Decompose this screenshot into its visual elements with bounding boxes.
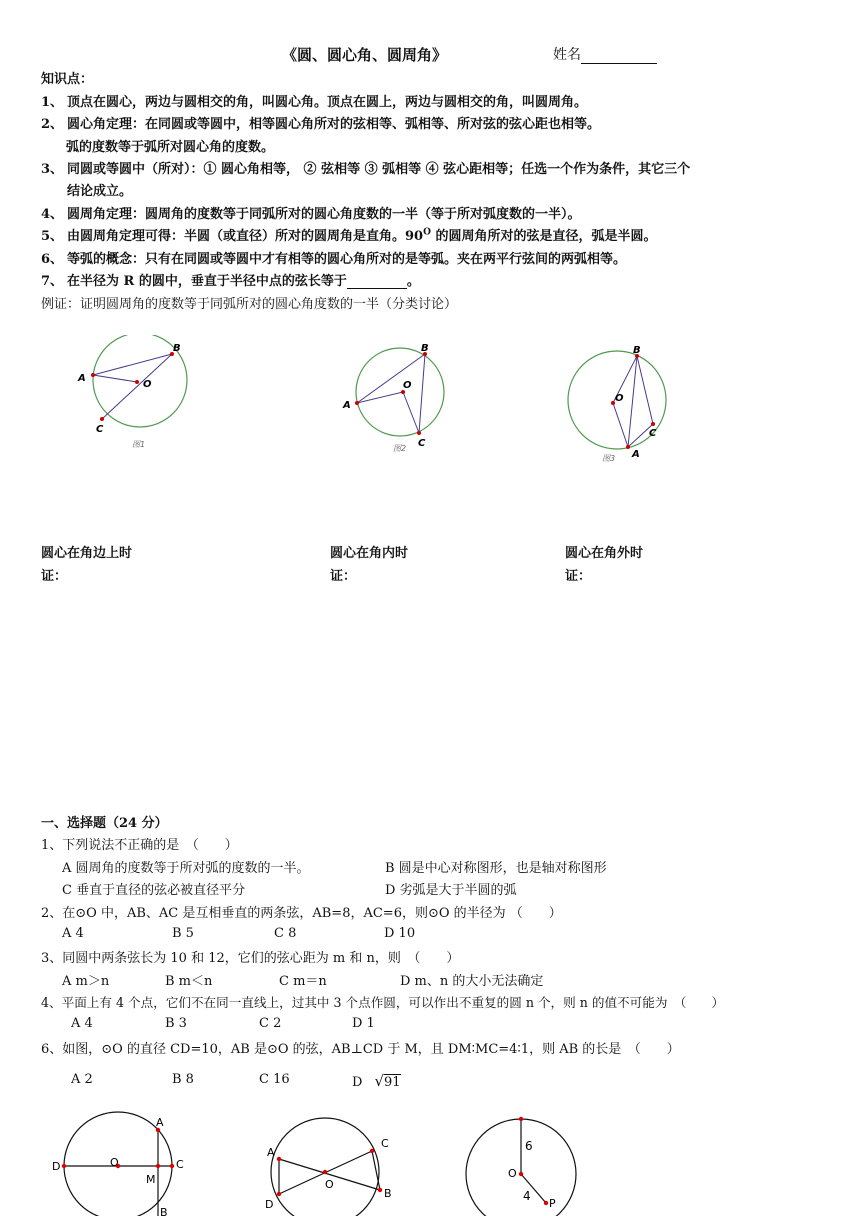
label-b: B: [173, 343, 181, 354]
label-o: O: [110, 1156, 119, 1169]
point-c: [170, 1164, 174, 1168]
case-2-title: 圆心在角内时: [330, 546, 409, 561]
question-2-stem: 2、在⊙O 中，AB、AC 是互相垂直的两条弦，AB=8，AC=6，则⊙O 的半径为 （ ）: [41, 906, 562, 921]
figure-3: [555, 340, 675, 465]
point-c: [417, 431, 421, 435]
item-text: 同圆或等圆中（所对）：① 圆心角相等， ② 弦相等 ③ 弧相等 ④ 弦心距相等；任选一个作为条件，其它三个: [67, 162, 691, 177]
knowledge-item-6: [41, 248, 626, 267]
item-text: 等弧的概念：只有在同圆或等圆中才有相等的圆心角所对的是等弧。夹在两平行弦间的两弧相等。: [67, 252, 627, 267]
knowledge-item-2-cont: 弧的度数等于弧所对圆心角的度数。: [66, 140, 275, 155]
question-2-option-d[interactable]: D 10: [384, 926, 416, 941]
knowledge-item-2: [41, 113, 600, 132]
question-3-stem: 3、同圆中两条弦长为 10 和 12，它们的弦心距为 m 和 n，则 （ ）: [41, 951, 460, 966]
question-6-option-a[interactable]: A 2: [71, 1072, 93, 1087]
point-b: [378, 1188, 382, 1192]
option-letter: D: [352, 1075, 363, 1090]
label-d: D: [52, 1160, 61, 1173]
question-4-option-d[interactable]: D 1: [352, 1016, 375, 1031]
point-c: [651, 422, 655, 426]
point-c: [370, 1149, 374, 1153]
label-m: M: [146, 1173, 156, 1186]
point-c: [100, 417, 104, 421]
chord-bc: [419, 354, 425, 433]
item-text: 在半径为 R 的圆中，垂直于半径中点的弦长等于: [67, 274, 347, 289]
item-number: 1、: [41, 95, 64, 110]
label-a: A: [78, 373, 86, 384]
label-b: B: [421, 343, 429, 354]
answer-blank[interactable]: [347, 275, 407, 289]
point-d: [277, 1192, 281, 1196]
item-text: 由圆周角定理可得：半圆（或直径）所对的圆周角是直角。90: [67, 229, 424, 244]
label-d: D: [265, 1198, 274, 1211]
question-1-option-a[interactable]: A 圆周角的度数等于所对弧的度数的一半。: [62, 861, 310, 876]
question-1-option-b[interactable]: B 圆是中心对称图形，也是轴对称图形: [385, 861, 607, 876]
chord-ba: [628, 356, 637, 447]
name-blank[interactable]: [581, 49, 657, 64]
question-3-option-c[interactable]: C m＝n: [279, 974, 327, 989]
point-o: [135, 380, 139, 384]
point-a: [277, 1157, 281, 1161]
question-4-option-b[interactable]: B 3: [165, 1016, 187, 1031]
question-1-stem: 1、下列说法不正确的是 （ ）: [41, 838, 238, 853]
point-a: [626, 445, 630, 449]
knowledge-heading: 知识点：: [41, 72, 94, 87]
label-c: C: [649, 428, 657, 439]
example-text: 例证：证明圆周角的度数等于同弧所对的圆心角度数的一半（分类讨论）: [41, 297, 458, 312]
question-4-option-a[interactable]: A 4: [71, 1016, 93, 1031]
label-a: A: [156, 1116, 164, 1129]
segment-oc: [403, 392, 419, 433]
label-p: P: [549, 1197, 556, 1210]
question-2-option-b[interactable]: B 5: [172, 926, 194, 941]
point-o: [519, 1172, 523, 1176]
bottom-figure-1: [50, 1110, 200, 1216]
item-number: 6、: [41, 252, 64, 267]
knowledge-item-3: [41, 158, 690, 177]
label-b: B: [384, 1187, 392, 1200]
label-c: C: [381, 1137, 389, 1150]
knowledge-item-3-cont: 结论成立。: [67, 184, 133, 199]
label-o: O: [508, 1167, 517, 1180]
question-2-option-c[interactable]: C 8: [274, 926, 297, 941]
circle: [356, 348, 444, 436]
figure-caption: 图2: [393, 444, 407, 453]
segment-ao: [93, 375, 137, 382]
question-2-option-a[interactable]: A 4: [62, 926, 84, 941]
section-heading: 一、选择题（24 分）: [41, 816, 168, 831]
item-text: 顶点在圆心，两边与圆相交的角，叫圆心角。顶点在圆上，两边与圆相交的角，叫圆周角。: [67, 95, 588, 110]
case-3-prove: 证：: [565, 569, 592, 584]
bottom-figure-3: [460, 1114, 585, 1216]
item-text-cont: 的圆周角所对的弦是直径，弧是半圆。: [430, 229, 657, 244]
label-c: C: [96, 424, 104, 435]
label-c: C: [176, 1158, 184, 1171]
label-o: O: [325, 1178, 334, 1191]
chord-bc: [637, 356, 653, 424]
point-o: [323, 1170, 327, 1174]
question-3-option-d[interactable]: D m、n 的大小无法确定: [400, 974, 544, 989]
segment-oa: [613, 403, 628, 447]
figure-1: [70, 335, 200, 450]
question-1-option-d[interactable]: D 劣弧是大于半圆的弧: [385, 883, 517, 898]
case-1-prove: 证：: [41, 569, 68, 584]
point-a: [355, 401, 359, 405]
label-o: O: [615, 393, 624, 404]
figure-caption: 图3: [602, 454, 616, 463]
label-length-6: 6: [525, 1139, 533, 1153]
label-o: O: [403, 380, 412, 391]
question-6-option-d[interactable]: [352, 1072, 401, 1090]
point-top: [519, 1117, 523, 1121]
item-text: 圆周角定理：圆周角的度数等于同弧所对的圆心角度数的一半（等于所对弧度数的一半）。: [67, 207, 581, 222]
label-b: B: [160, 1206, 168, 1216]
question-4-option-c[interactable]: C 2: [259, 1016, 282, 1031]
name-label: 姓名: [553, 47, 581, 63]
chord-ab: [357, 354, 425, 403]
case-2-prove: 证：: [330, 569, 357, 584]
question-6-stem: 6、如图，⊙O 的直径 CD=10，AB 是⊙O 的弦，AB⊥CD 于 M，且 DM∶MC=4∶1，则 AB 的长是 （ ）: [41, 1042, 680, 1057]
knowledge-item-1: [41, 91, 587, 110]
knowledge-item-7: [41, 270, 420, 289]
point-d: [62, 1164, 66, 1168]
question-1-option-c[interactable]: C 垂直于直径的弦必被直径平分: [62, 883, 246, 898]
point-p: [544, 1201, 548, 1205]
label-o: O: [143, 379, 152, 390]
item-number: 5、: [41, 229, 64, 244]
item-number: 4、: [41, 207, 64, 222]
question-4-stem: 4、平面上有 4 个点，它们不在同一直线上，过其中 3 个点作圆，可以作出不重复的圆 n 个，则 n 的值不可能为 （ ）: [41, 995, 725, 1010]
knowledge-item-5: [41, 225, 656, 244]
bottom-figure-2: [262, 1114, 402, 1216]
sqrt-sign: √: [374, 1072, 384, 1090]
item-number: 7、: [41, 274, 64, 289]
item-end: 。: [406, 274, 420, 289]
name-field[interactable]: [553, 44, 657, 64]
item-number: 2、: [41, 117, 64, 132]
question-6-option-b[interactable]: B 8: [172, 1072, 194, 1087]
label-a: A: [267, 1146, 275, 1159]
question-3-option-b[interactable]: B m＜n: [165, 974, 213, 989]
degree-superscript: O: [423, 227, 431, 238]
item-text: 圆心角定理：在同圆或等圆中，相等圆心角所对的弦相等、弧相等、所对弦的弦心距也相等。: [67, 117, 601, 132]
label-b: B: [633, 345, 641, 356]
page-title: 《圆、圆心角、圆周角》: [282, 46, 448, 64]
question-6-option-c[interactable]: C 16: [259, 1072, 290, 1087]
label-a: A: [632, 449, 640, 460]
point-m: [156, 1164, 160, 1168]
circle: [271, 1118, 379, 1216]
case-1-title: 圆心在角边上时: [41, 546, 133, 561]
point-a: [91, 373, 95, 377]
label-c: C: [418, 438, 426, 449]
figure-2: [335, 340, 455, 455]
question-3-option-a[interactable]: A m＞n: [62, 974, 110, 989]
knowledge-item-4: [41, 203, 581, 222]
item-number: 3、: [41, 162, 64, 177]
label-length-4: 4: [523, 1189, 531, 1203]
sqrt-value: 91: [384, 1075, 401, 1090]
label-a: A: [343, 400, 351, 411]
case-3-title: 圆心在角外时: [565, 546, 644, 561]
figure-caption: 图1: [132, 440, 146, 449]
